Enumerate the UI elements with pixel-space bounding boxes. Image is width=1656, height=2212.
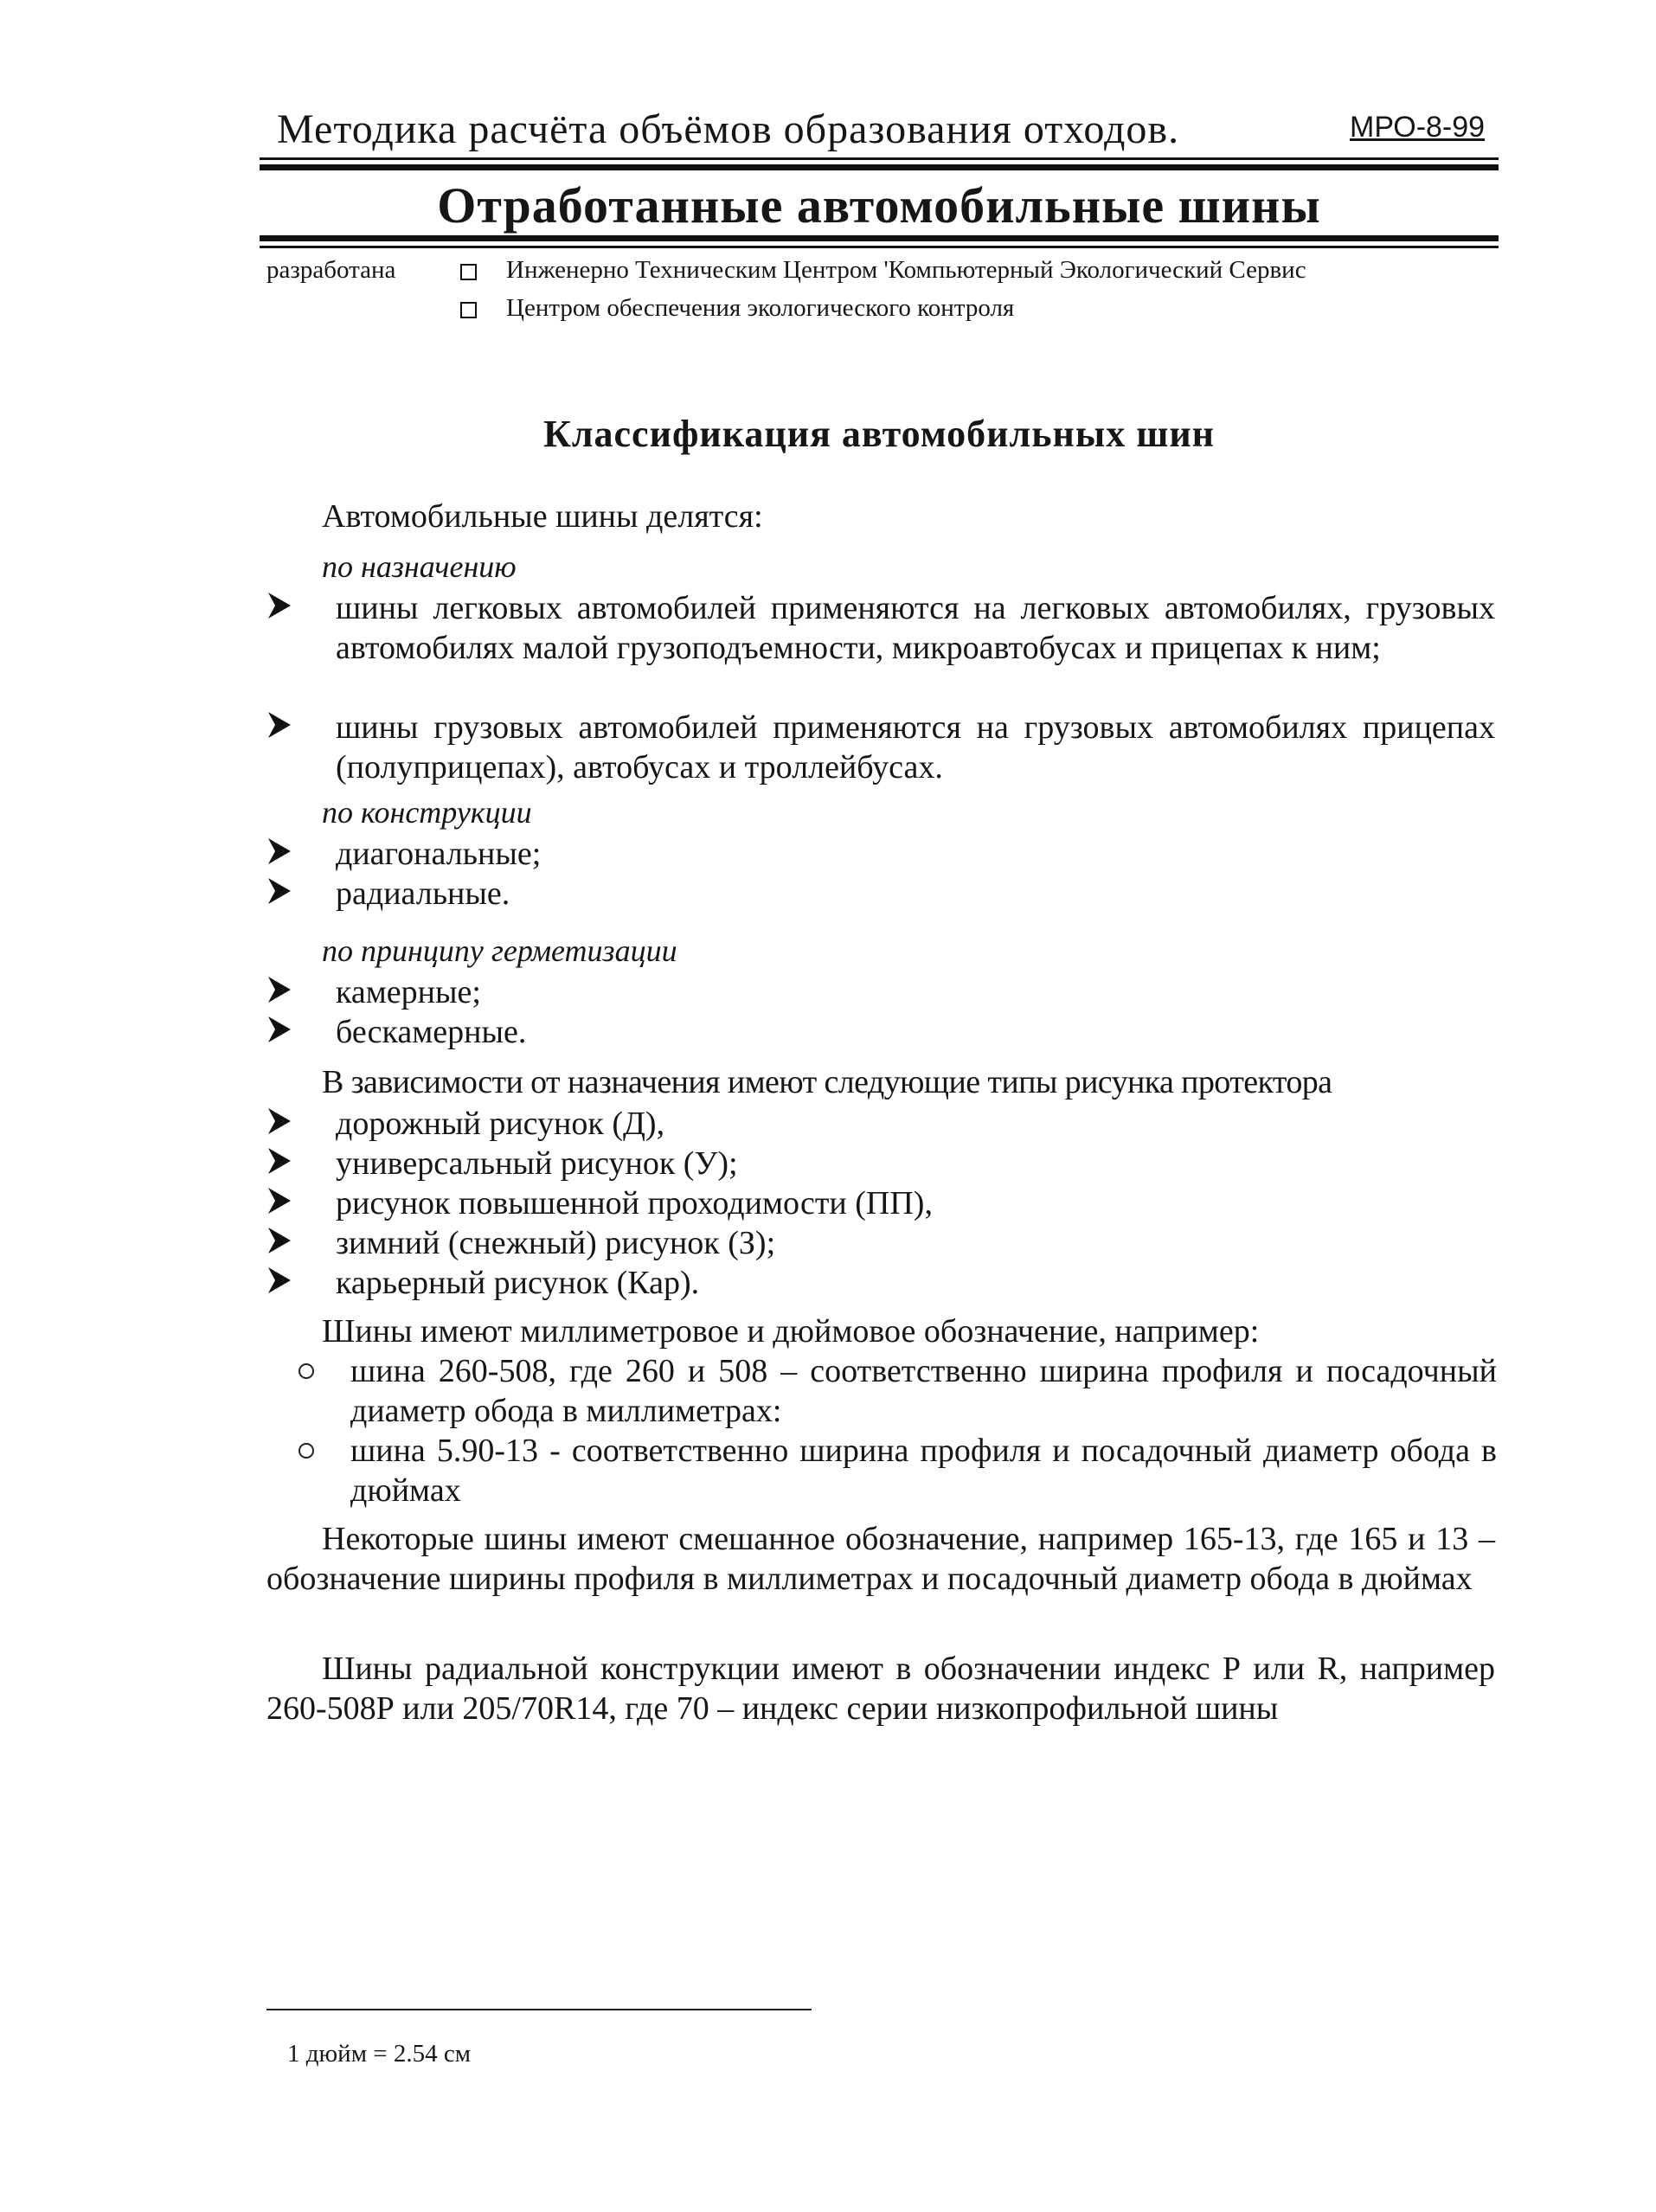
arrow-bullet-icon	[266, 1265, 292, 1299]
list-item	[266, 834, 1495, 874]
arrow-bullet-icon	[266, 590, 292, 625]
list-item	[266, 1104, 1495, 1144]
list-item	[298, 1431, 1497, 1510]
developer-name: Инженерно Техническим Центром 'Компьютерный Экологический Сервис	[506, 256, 1306, 284]
document-code: МРО-8-99	[1350, 111, 1486, 144]
arrow-bullet-icon	[266, 1225, 292, 1260]
list-item	[266, 588, 1495, 668]
list-item	[266, 1012, 1495, 1052]
list-item	[266, 708, 1495, 787]
list-item-text: радиальные.	[336, 875, 510, 912]
arrow-bullet-icon	[266, 1106, 292, 1140]
footnote-rule	[266, 2009, 812, 2010]
list-item	[266, 1144, 1495, 1183]
developed-by-label: разработана	[266, 256, 396, 284]
mixed-designation-paragraph: Некоторые шины имеют смешанное обозначение, например 165-13, где 165 и 13 – обозначение ширины профиля в миллиметрах и посадочный диаметр обода в дюймах	[266, 1521, 1495, 1597]
checkbox-square-icon	[460, 302, 477, 318]
list-item-text: карьерный рисунок (Кар).	[336, 1265, 700, 1301]
arrow-bullet-icon	[266, 709, 292, 744]
radial-designation-paragraph: Шины радиальной конструкции имеют в обозначении индекс Р или R, например 260-508Р или 205/70R14, где 70 – индекс серии низкопрофильной шины	[266, 1651, 1495, 1727]
header-rule-thick	[260, 164, 1499, 170]
arrow-bullet-icon	[266, 836, 292, 870]
section-heading: Классификация автомобильных шин	[542, 413, 1216, 455]
arrow-bullet-icon	[266, 1145, 292, 1180]
classification-intro: Автомобильные шины делятся:	[322, 498, 763, 535]
list-item-text: дорожный рисунок (Д),	[336, 1106, 665, 1142]
list-item	[266, 972, 1495, 1012]
list-item	[266, 1263, 1495, 1303]
title-rule-thick	[260, 235, 1499, 241]
list-item-text: зимний (снежный) рисунок (З);	[336, 1225, 776, 1261]
list-item-text: диагональные;	[336, 836, 542, 872]
list-item-text: шины грузовых автомобилей применяются на грузовых автомобилях прицепах (полуприцепах), автобусах и троллейбусах.	[336, 709, 1495, 785]
arrow-bullet-icon	[266, 875, 292, 910]
developer-item	[460, 256, 1306, 285]
list-item-text: шина 260-508, где 260 и 508 – соответственно ширина профиля и посадочный диаметр обода в миллиметрах:	[350, 1353, 1497, 1429]
developer-name: Центром обеспечения экологического контроля	[506, 294, 1015, 322]
list-item-text: шины легковых автомобилей применяются на легковых автомобилях, грузовых автомобилях малой грузоподъемности, микроавтобусах и прицепах к ним;	[336, 590, 1495, 666]
group-label-sealing: по принципу герметизации	[322, 933, 677, 968]
list-item-text: рисунок повышенной проходимости (ПП),	[336, 1185, 933, 1221]
list-item	[266, 874, 1495, 914]
header-rule-thin	[260, 157, 1499, 160]
list-item-text: универсальный рисунок (У);	[336, 1145, 738, 1182]
developer-item	[460, 294, 1014, 323]
designation-intro: Шины имеют миллиметровое и дюймовое обозначение, например:	[322, 1313, 1260, 1350]
list-item	[266, 1223, 1495, 1263]
title-rule-thin	[260, 246, 1499, 248]
arrow-bullet-icon	[266, 974, 292, 1009]
list-item	[266, 1183, 1495, 1223]
list-item-text: камерные;	[336, 974, 481, 1010]
group-label-purpose: по назначению	[322, 549, 517, 584]
list-item-text: шина 5.90-13 - соответственно ширина профиля и посадочный диаметр обода в дюймах	[350, 1433, 1497, 1509]
checkbox-square-icon	[460, 264, 477, 280]
arrow-bullet-icon	[266, 1014, 292, 1048]
group-label-construction: по конструкции	[322, 795, 532, 830]
list-item	[298, 1351, 1497, 1431]
circle-bullet-icon	[298, 1443, 314, 1459]
footnote: 1 дюйм = 2.54 см	[287, 2040, 472, 2068]
tread-intro: В зависимости от назначения имеют следующие типы рисунка протектора	[322, 1064, 1332, 1100]
arrow-bullet-icon	[266, 1185, 292, 1220]
list-item-text: бескамерные.	[336, 1014, 527, 1050]
main-title: Отработанные автомобильные шины	[437, 177, 1321, 234]
document-header-title: Методика расчёта объёмов образования отходов.	[277, 106, 1180, 152]
circle-bullet-icon	[298, 1363, 314, 1379]
